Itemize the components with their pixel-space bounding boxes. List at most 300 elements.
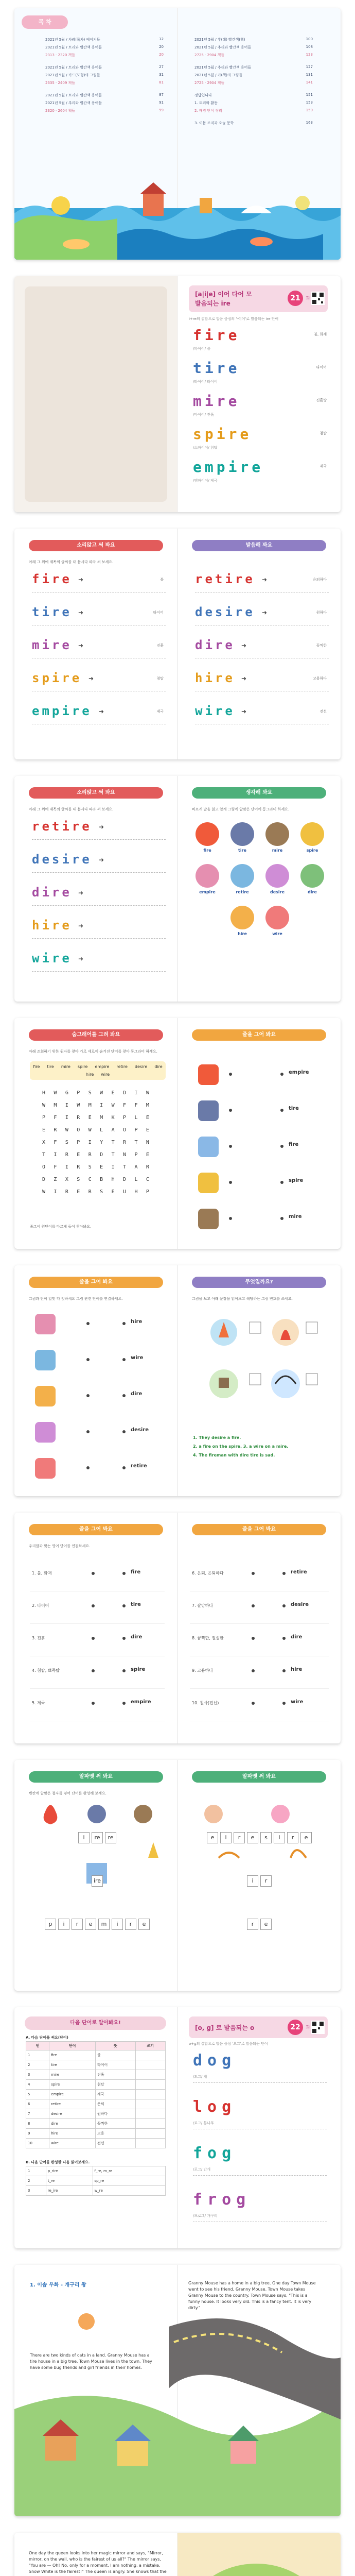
write-line[interactable] xyxy=(32,690,166,691)
en-word: empire xyxy=(131,1699,151,1705)
match-dot-right[interactable] xyxy=(282,1637,286,1640)
ribbon-right: 줄을 그어 봐요 xyxy=(192,1029,326,1041)
grid-cell[interactable]: L xyxy=(134,1177,138,1182)
story-heading: 1. 이솝 우화 - 개구리 왕 xyxy=(30,2282,86,2288)
letter-box[interactable]: i xyxy=(247,1875,258,1887)
grid-cell[interactable]: T xyxy=(42,1152,46,1158)
grid-cell[interactable]: W xyxy=(88,1127,92,1133)
word-picture-icon xyxy=(300,864,324,888)
grid-cell[interactable]: R xyxy=(88,1189,92,1195)
match-dot-right[interactable] xyxy=(122,1358,126,1361)
toc-entry-label: 2313 · 2320 책들 xyxy=(45,53,76,57)
grid-cell[interactable]: P xyxy=(146,1189,149,1195)
toc-entry[interactable] xyxy=(45,80,164,88)
trace-word: retire xyxy=(32,819,92,834)
grid-cell[interactable]: M xyxy=(146,1103,149,1108)
match-dot-left[interactable] xyxy=(229,1145,232,1148)
toc-entry[interactable] xyxy=(45,37,164,45)
letter-box[interactable]: i xyxy=(78,1832,90,1843)
trace-row xyxy=(32,885,166,918)
letter-box[interactable]: e xyxy=(138,1919,150,1930)
grid-cell[interactable]: R xyxy=(77,1164,80,1170)
spread-page xyxy=(14,776,341,1002)
grid-cell[interactable]: S xyxy=(100,1189,103,1195)
grid-cell[interactable]: W xyxy=(42,1103,46,1108)
grid-cell[interactable]: T xyxy=(111,1140,115,1145)
match-dot-left[interactable] xyxy=(252,1702,255,1705)
word-picture-icon xyxy=(265,906,289,929)
trace-row xyxy=(32,638,166,671)
letter-box[interactable]: i xyxy=(58,1919,69,1930)
picture-label: spire xyxy=(306,848,318,853)
en-word: wire xyxy=(291,1699,304,1705)
match-dot-right[interactable] xyxy=(122,1394,126,1397)
grid-cell[interactable]: I xyxy=(65,1103,68,1108)
unit-word: tire xyxy=(193,360,240,377)
unit21-word-list xyxy=(193,327,327,492)
grid-cell[interactable]: F xyxy=(134,1103,138,1108)
match-dot-right[interactable] xyxy=(122,1604,126,1607)
match-dot-right[interactable] xyxy=(122,1430,126,1433)
table-header-row xyxy=(26,2042,166,2050)
match-dot-left[interactable] xyxy=(86,1466,90,1469)
ko-text: 3. 진흙 xyxy=(32,1636,45,1640)
ko-en-row xyxy=(30,1656,165,1689)
picture-card[interactable] xyxy=(263,822,291,853)
match-dot-right[interactable] xyxy=(122,1637,126,1640)
trace-arrow-icon: ➜ xyxy=(88,675,94,682)
toc-entry-label: 2021년 5월 / 차례(목차) 페이지들 xyxy=(45,38,100,42)
grid-cell[interactable]: F xyxy=(54,1115,57,1121)
unit-title: [o, g] 로 발음되는 o xyxy=(195,2024,255,2031)
write-line[interactable] xyxy=(32,723,166,724)
match-dot-left[interactable] xyxy=(86,1394,90,1397)
letter-box[interactable]: ire xyxy=(92,1875,103,1887)
grid-cell[interactable]: W xyxy=(111,1103,115,1108)
grid-cell[interactable]: L xyxy=(100,1127,103,1133)
grid-cell[interactable]: G xyxy=(65,1090,68,1096)
grid-cell[interactable]: Y xyxy=(100,1140,103,1145)
letter-box[interactable]: e xyxy=(247,1832,258,1843)
toc-entry[interactable] xyxy=(45,53,164,60)
grid-cell[interactable]: I xyxy=(65,1115,68,1121)
trace-meaning: 첨탑 xyxy=(156,676,164,681)
grid-cell[interactable]: E xyxy=(77,1189,80,1195)
toc-entry[interactable] xyxy=(45,65,164,73)
unit-title-line2: 발음되는 ire xyxy=(195,300,230,307)
grid-cell[interactable]: R xyxy=(123,1140,127,1145)
grid-cell[interactable]: R xyxy=(54,1127,57,1133)
grid-cell[interactable]: M xyxy=(88,1103,92,1108)
match-dot-left[interactable] xyxy=(229,1181,232,1184)
right-page xyxy=(177,2007,341,2248)
picture-card[interactable] xyxy=(193,822,221,853)
table-cell: hire xyxy=(49,2129,96,2139)
table-cell: 4 xyxy=(26,2080,49,2090)
grid-cell[interactable]: U xyxy=(123,1189,127,1195)
trace-row xyxy=(32,605,166,638)
grid-cell[interactable]: P xyxy=(42,1115,46,1121)
trace-arrow-icon: ➜ xyxy=(78,642,84,649)
grid-cell[interactable]: E xyxy=(146,1127,149,1133)
letter-grid xyxy=(38,1090,153,1201)
grid-cell[interactable]: E xyxy=(100,1164,103,1170)
picture-card[interactable] xyxy=(228,822,256,853)
letter-box[interactable]: e xyxy=(85,1919,96,1930)
sentence: 1. They desire a fire. xyxy=(193,1435,241,1440)
grid-cell[interactable]: D xyxy=(123,1090,127,1096)
ribbon-right: 무엇일까요? xyxy=(192,1277,326,1288)
word-bank-item: wire xyxy=(101,1072,110,1077)
toc-right-list xyxy=(194,37,313,128)
write-line[interactable] xyxy=(32,938,166,939)
grid-cell[interactable]: E xyxy=(146,1115,149,1121)
write-line[interactable] xyxy=(193,2175,327,2176)
trace-meaning: 은퇴하다 xyxy=(312,578,327,582)
toc-entry[interactable] xyxy=(194,65,313,73)
grid-cell[interactable]: Z xyxy=(54,1177,57,1182)
match-word: empire xyxy=(289,1070,309,1075)
grid-cell[interactable]: B xyxy=(100,1177,103,1182)
table-row xyxy=(26,2166,166,2176)
letter-box[interactable]: e xyxy=(260,1919,272,1930)
grid-cell[interactable]: K xyxy=(111,1115,115,1121)
match-dot-right[interactable] xyxy=(282,1669,286,1672)
grid-cell[interactable]: E xyxy=(111,1090,115,1096)
letter-box[interactable]: r xyxy=(125,1919,136,1930)
picture-card[interactable] xyxy=(298,864,326,894)
grid-cell[interactable]: S xyxy=(88,1090,92,1096)
ko-en-row xyxy=(190,1559,329,1591)
ribbon-left: 줄을 그어 봐요 xyxy=(29,1524,163,1535)
picture-row xyxy=(193,864,327,894)
match-dot-left[interactable] xyxy=(92,1637,95,1640)
grid-cell[interactable]: I xyxy=(88,1140,92,1145)
grid-cell[interactable]: T xyxy=(123,1164,127,1170)
match-dot-right[interactable] xyxy=(280,1073,283,1076)
ko-text: 2. 타이어 xyxy=(32,1603,49,1608)
toc-entry[interactable] xyxy=(45,45,164,53)
table-cell: empire xyxy=(49,2090,96,2099)
letter-box[interactable]: m xyxy=(98,1919,110,1930)
grid-cell[interactable]: P xyxy=(77,1140,80,1145)
grid-cell[interactable]: I xyxy=(100,1103,103,1108)
grid-cell[interactable]: O xyxy=(123,1127,127,1133)
unit-word-meaning: 진흙탕 xyxy=(316,398,327,402)
grid-cell[interactable]: L xyxy=(134,1115,138,1121)
toc-entry-label: 3. 이봅 조직과 오늘 문학 xyxy=(194,121,234,125)
grid-cell[interactable]: F xyxy=(123,1103,127,1108)
grid-cell[interactable]: S xyxy=(65,1140,68,1145)
right-page xyxy=(177,1265,341,1496)
grid-cell[interactable]: P xyxy=(123,1115,127,1121)
match-dot-right[interactable] xyxy=(122,1466,126,1469)
grid-cell[interactable]: N xyxy=(123,1152,127,1158)
match-row xyxy=(30,1453,164,1489)
toc-entry[interactable] xyxy=(194,80,313,88)
grid-cell[interactable]: A xyxy=(134,1164,138,1170)
table-row xyxy=(26,2099,166,2109)
toc-entry[interactable] xyxy=(45,100,164,108)
grid-cell[interactable]: I xyxy=(54,1189,57,1195)
match-dot-right[interactable] xyxy=(122,1322,126,1325)
toc-entry-page: 20 xyxy=(159,45,164,49)
toc-entry-page: 27 xyxy=(159,65,164,69)
write-line[interactable] xyxy=(193,2082,327,2083)
match-dot-left[interactable] xyxy=(92,1604,95,1607)
match-dot-left[interactable] xyxy=(252,1604,255,1607)
grid-cell[interactable]: X xyxy=(65,1177,68,1182)
table-cell: f_re, m_re xyxy=(93,2166,165,2176)
trace-arrow-icon: ➜ xyxy=(241,642,247,649)
toc-entry-label: 정답입니다 xyxy=(194,93,212,97)
write-line[interactable] xyxy=(195,690,329,691)
grid-cell[interactable]: T xyxy=(111,1152,115,1158)
trace-row xyxy=(32,852,166,885)
match-dot-left[interactable] xyxy=(92,1572,95,1575)
grid-cell[interactable]: D xyxy=(123,1177,127,1182)
letter-box[interactable]: e xyxy=(300,1832,312,1843)
table-cell xyxy=(135,2119,165,2129)
toc-entry-page: 131 xyxy=(306,73,313,77)
table-cell: w_re xyxy=(93,2186,165,2196)
grid-cell[interactable]: I xyxy=(65,1164,68,1170)
story2-spread xyxy=(0,2524,355,2576)
grid-cell[interactable]: R xyxy=(88,1152,92,1158)
grid-cell[interactable]: S xyxy=(88,1164,92,1170)
unit21-spread xyxy=(0,268,355,520)
ko-en-match-right xyxy=(190,1559,329,1721)
grid-cell[interactable]: E xyxy=(146,1152,149,1158)
grid-cell[interactable]: P xyxy=(77,1090,80,1096)
toc-entry[interactable] xyxy=(194,121,313,128)
match-dot-left[interactable] xyxy=(86,1322,90,1325)
grid-cell[interactable]: I xyxy=(54,1152,57,1158)
match-dot-left[interactable] xyxy=(252,1637,255,1640)
letter-box[interactable]: r xyxy=(247,1919,258,1930)
grid-cell[interactable]: P xyxy=(134,1127,138,1133)
toc-entry-label: 2021년 5월 / 가(책)의 그림들 xyxy=(194,73,243,77)
table-header-cell: 번 xyxy=(26,2042,49,2050)
toc-entry[interactable] xyxy=(194,53,313,60)
unit-word: frog xyxy=(193,2191,251,2209)
word-picture-icon xyxy=(196,864,219,888)
spread-page xyxy=(14,1265,341,1496)
qr-code-icon[interactable] xyxy=(311,292,325,305)
grid-cell[interactable]: T xyxy=(134,1140,138,1145)
grid-cell[interactable]: C xyxy=(88,1177,92,1182)
match-dot-right[interactable] xyxy=(280,1217,283,1220)
left-page xyxy=(14,1513,177,1743)
letter-box[interactable]: re xyxy=(105,1832,116,1843)
match-word: dire xyxy=(131,1391,143,1397)
ko-en-match-left xyxy=(30,1559,165,1721)
match-dot-right[interactable] xyxy=(122,1572,126,1575)
letter-box[interactable]: i xyxy=(220,1832,232,1843)
grid-cell[interactable]: E xyxy=(88,1115,92,1121)
trace-row xyxy=(195,638,329,671)
write-line[interactable] xyxy=(32,624,166,625)
trace-arrow-icon: ➜ xyxy=(78,889,84,896)
match-dot-right[interactable] xyxy=(282,1604,286,1607)
spelling-row xyxy=(30,1919,165,1930)
grid-cell[interactable]: X xyxy=(42,1140,46,1145)
match-picture-icon xyxy=(35,1386,56,1406)
match-dot-left[interactable] xyxy=(229,1109,232,1112)
letter-box[interactable]: r xyxy=(72,1919,83,1930)
table-cell: sp_re xyxy=(93,2176,165,2186)
match-dot-right[interactable] xyxy=(280,1145,283,1148)
grid-cell[interactable]: H xyxy=(42,1090,46,1096)
grid-cell[interactable]: P xyxy=(134,1152,138,1158)
grid-cell[interactable]: D xyxy=(42,1177,46,1182)
table-row xyxy=(26,2090,166,2099)
grid-cell[interactable]: O xyxy=(77,1127,80,1133)
match-dot-left[interactable] xyxy=(252,1669,255,1672)
match-word: fire xyxy=(289,1142,299,1147)
instruction: 아래 조회하기 위한 원자를 찾아 가로 세로에 숨겨진 단어를 찾아 동그라미 하세요. xyxy=(29,1049,157,1054)
grid-cell[interactable]: W xyxy=(146,1090,149,1096)
grid-cell[interactable]: E xyxy=(77,1152,80,1158)
table-cell: 3 xyxy=(26,2186,46,2196)
letter-box[interactable]: i xyxy=(112,1919,123,1930)
unit-subtitle: o+g의 결합으로 발음 중심 '오그'로 발음되는 단어 xyxy=(189,2042,268,2046)
picture-card[interactable] xyxy=(298,822,326,853)
picture-card[interactable] xyxy=(228,906,256,936)
grid-cell[interactable]: F xyxy=(54,1140,57,1145)
toc-entry-label: 2021년 5월 / 트리와 빨간색 용어들 xyxy=(45,93,102,97)
grid-cell[interactable]: W xyxy=(100,1090,103,1096)
match-dot-left[interactable] xyxy=(229,1217,232,1220)
trace-word: hire xyxy=(32,918,72,933)
story-right-text: Granny Mouse has a home in a big tree. One day Town Mouse went to see his friend, Granny Mouse. Town Mouse takes Granny Mouse to the country. Town Mouse says, "This is a funny house. It looks very old. This is a fancy tent. It is very dirty." xyxy=(188,2281,316,2310)
write-line[interactable] xyxy=(195,591,329,592)
toc-entry[interactable] xyxy=(194,108,313,116)
letter-box[interactable]: s xyxy=(260,1832,272,1843)
write-line[interactable] xyxy=(195,723,329,724)
write-line[interactable] xyxy=(195,657,329,658)
letter-box[interactable]: r xyxy=(260,1875,272,1887)
grid-cell[interactable]: W xyxy=(65,1127,68,1133)
letter-box[interactable]: p xyxy=(45,1919,56,1930)
write-line[interactable] xyxy=(32,971,166,972)
ocean-illustration xyxy=(14,182,341,260)
write-line[interactable] xyxy=(32,905,166,906)
ko-text: 4. 첨탑, 뾰족탑 xyxy=(32,1668,60,1673)
match-dot-right[interactable] xyxy=(122,1669,126,1672)
grid-cell[interactable]: R xyxy=(65,1152,68,1158)
grid-cell[interactable]: R xyxy=(146,1164,149,1170)
grid-cell[interactable]: S xyxy=(77,1177,80,1182)
toc-entry[interactable] xyxy=(194,45,313,53)
match-dot-right[interactable] xyxy=(122,1702,126,1705)
toc-entry-label: 1. 트리와 활동 xyxy=(194,101,218,105)
letter-box[interactable]: r xyxy=(234,1832,245,1843)
grid-cell[interactable]: I xyxy=(111,1164,115,1170)
trace-word: tire xyxy=(32,605,72,619)
picture-label: fire xyxy=(203,848,211,853)
toc-entry[interactable] xyxy=(45,73,164,80)
grid-cell[interactable]: W xyxy=(42,1189,46,1195)
match-dot-right[interactable] xyxy=(280,1109,283,1112)
instruction: 아래 그 위에 제목의 글씨를 대 봅시다 따라 써 보세요. xyxy=(29,807,114,811)
grid-cell[interactable]: M xyxy=(100,1115,103,1121)
ko-text: 6. 은퇴, 은퇴하다 xyxy=(192,1571,224,1575)
trace-meaning: 타이어 xyxy=(153,611,164,615)
qr-code-icon[interactable] xyxy=(311,2021,325,2034)
match-dot-right[interactable] xyxy=(282,1702,286,1705)
grid-cell[interactable]: M xyxy=(54,1103,57,1108)
match-dot-left[interactable] xyxy=(86,1430,90,1433)
match-dot-left[interactable] xyxy=(86,1358,90,1361)
grid-cell[interactable]: C xyxy=(146,1177,149,1182)
grid-cell[interactable]: E xyxy=(111,1189,115,1195)
write-line[interactable] xyxy=(32,872,166,873)
grid-cell[interactable]: D xyxy=(100,1152,103,1158)
match-picture-icon xyxy=(35,1422,56,1443)
grid-cell[interactable]: F xyxy=(54,1164,57,1170)
match-row xyxy=(193,1204,327,1240)
match-dot-left[interactable] xyxy=(92,1702,95,1705)
letter-box[interactable]: r xyxy=(287,1832,298,1843)
trace-word: mire xyxy=(32,638,72,652)
toc-entry[interactable] xyxy=(194,100,313,108)
toc-entry[interactable] xyxy=(45,93,164,100)
match-dot-right[interactable] xyxy=(280,1181,283,1184)
toc-entry[interactable] xyxy=(194,73,313,80)
toc-entry[interactable] xyxy=(194,93,313,100)
word-bank xyxy=(30,1061,166,1080)
unit-word: fog xyxy=(193,2144,237,2162)
write-line[interactable] xyxy=(32,839,166,840)
grid-cell[interactable]: W xyxy=(54,1090,57,1096)
grid-cell[interactable]: R xyxy=(65,1189,68,1195)
grid-cell[interactable]: I xyxy=(134,1090,138,1096)
grid-cell[interactable]: W xyxy=(77,1103,80,1108)
grid-cell[interactable]: N xyxy=(146,1140,149,1145)
en-word: desire xyxy=(291,1602,309,1607)
write-line[interactable] xyxy=(195,624,329,625)
match-dot-left[interactable] xyxy=(92,1669,95,1672)
grid-cell[interactable]: H xyxy=(111,1177,115,1182)
trace-word: dire xyxy=(195,638,235,652)
grid-cell[interactable]: H xyxy=(134,1189,138,1195)
match-dot-right[interactable] xyxy=(282,1572,286,1575)
picture-card[interactable] xyxy=(263,864,291,894)
grid-cell[interactable]: E xyxy=(42,1127,46,1133)
toc-entry[interactable] xyxy=(45,108,164,116)
toc-entry[interactable] xyxy=(194,37,313,45)
match-dot-left[interactable] xyxy=(229,1073,232,1076)
letter-box[interactable]: i xyxy=(274,1832,285,1843)
grid-cell[interactable]: R xyxy=(77,1115,80,1121)
grid-cell[interactable]: O xyxy=(42,1164,46,1170)
trace-row xyxy=(32,572,166,605)
match-dot-left[interactable] xyxy=(252,1572,255,1575)
table-cell: 3 xyxy=(26,2070,49,2080)
write-line[interactable] xyxy=(32,591,166,592)
ribbon-right: 줄을 그어 봐요 xyxy=(192,1524,326,1535)
picture-card[interactable] xyxy=(263,906,291,936)
letter-box[interactable]: e xyxy=(207,1832,218,1843)
picture-card[interactable] xyxy=(228,864,256,894)
table-cell: retire xyxy=(49,2099,96,2109)
write-line[interactable] xyxy=(32,657,166,658)
letter-box[interactable]: re xyxy=(92,1832,103,1843)
word-picture-icon xyxy=(300,822,324,846)
picture-card[interactable] xyxy=(193,864,221,894)
grid-cell[interactable]: A xyxy=(111,1127,115,1133)
